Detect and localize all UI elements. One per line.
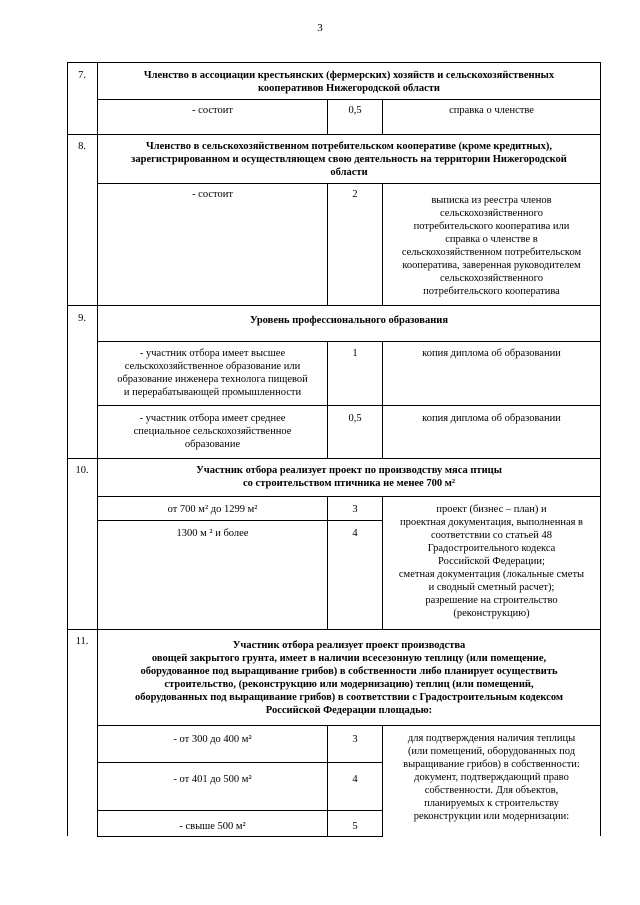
divider [67, 629, 601, 630]
row-number: 10. [75, 465, 89, 476]
row-header: Участник отбора реализует проект по производству мяса птицы со строительством птичника не менее 700 м² [196, 465, 502, 489]
document-cell: справка о членстве [449, 105, 534, 116]
divider [67, 134, 601, 135]
divider [327, 725, 328, 836]
table-border-right [600, 62, 601, 836]
divider [382, 725, 383, 836]
divider [97, 99, 601, 100]
table-border-left [67, 62, 68, 836]
score-cell: 1 [352, 348, 358, 359]
score-cell: 2 [352, 189, 358, 200]
row-header: Членство в ассоциации крестьянских (фермерских) хозяйств и сельскохозяйственных кооперативов Нижегородской области [143, 70, 555, 94]
divider [97, 405, 601, 406]
document-cell: проект (бизнес – план) и проектная документация, выполненная в соответствии со статьей 48 Градостроительного кодекса Российской Федерации; сметная документация (локальные сметы и сводный сметный расчет); разрешение на строительство (реконструкцию) [398, 504, 585, 619]
divider [327, 183, 328, 305]
criterion-cell: - свыше 500 м² [179, 821, 246, 832]
divider [327, 496, 328, 629]
divider [67, 458, 601, 459]
divider [97, 520, 383, 521]
row-number: 11. [75, 636, 89, 647]
row-header: Участник отбора реализует проект производства овощей закрытого грунта, имеет в наличии всесезонную теплицу (или помещение, оборудованное под выращивание грибов) в собственности либо планирует осуществить строительство, (реконструкцию или модернизацию) теплиц (или помещений, оборудованных под выращивание грибов) в соответствии с Градостроительным кодексом Российской Федерации площадью: [134, 640, 564, 716]
criterion-cell: - участник отбора имеет среднее специальное сельскохозяйственное образование [133, 413, 292, 450]
criterion-cell: - участник отбора имеет высшее сельскохозяйственное образование или образование инженера технолога пищевой и перерабатывающей промышленности [117, 348, 308, 398]
divider [327, 341, 328, 458]
document-cell: копия диплома об образовании [422, 413, 561, 424]
criterion-cell: - состоит [192, 105, 233, 116]
divider [97, 762, 383, 763]
divider [382, 496, 383, 629]
document-cell: для подтверждения наличия теплицы (или помещений, оборудованных под выращивание грибов) в собственности: документ, подтверждающий право собственности. Для объектов, планируемых к строительству реконструкции или модернизации: [403, 733, 580, 822]
divider [327, 99, 328, 134]
divider [97, 183, 601, 184]
row-number: 9. [78, 313, 86, 324]
divider [97, 810, 383, 811]
document-cell: копия диплома об образовании [422, 348, 561, 359]
document-cell: выписка из реестра членов сельскохозяйственного потребительского кооператива или справка о членстве в сельскохозяйственном потребительском кооператива, заверенная руководителем сельскохозяйственного потребительского кооператива [401, 195, 582, 297]
criterion-cell: - от 401 до 500 м² [173, 774, 252, 785]
criterion-cell: 1300 м ² и более [176, 528, 249, 539]
row-number: 8. [78, 141, 86, 152]
page-number: 3 [317, 22, 323, 34]
divider [97, 341, 601, 342]
divider [97, 496, 601, 497]
divider [382, 99, 383, 134]
criterion-cell: от 700 м² до 1299 м² [167, 504, 258, 515]
score-cell: 5 [352, 821, 358, 832]
divider [67, 305, 601, 306]
divider [382, 183, 383, 305]
score-cell: 4 [352, 774, 358, 785]
divider [97, 836, 383, 837]
row-header: Уровень профессионального образования [250, 315, 448, 326]
row-header: Членство в сельскохозяйственном потребительском кооперативе (кроме кредитных), зарегистрированном и осуществляющем свою деятельность на территории Нижегородской области [131, 141, 567, 178]
score-cell: 3 [352, 504, 358, 515]
table-border-top [67, 62, 601, 63]
divider [97, 725, 601, 726]
score-cell: 4 [352, 528, 358, 539]
score-cell: 3 [352, 734, 358, 745]
score-cell: 0,5 [348, 105, 362, 116]
criterion-cell: - состоит [192, 189, 233, 200]
criterion-cell: - от 300 до 400 м² [173, 734, 252, 745]
divider [382, 341, 383, 458]
score-cell: 0,5 [348, 413, 362, 424]
row-number: 7. [78, 70, 86, 81]
